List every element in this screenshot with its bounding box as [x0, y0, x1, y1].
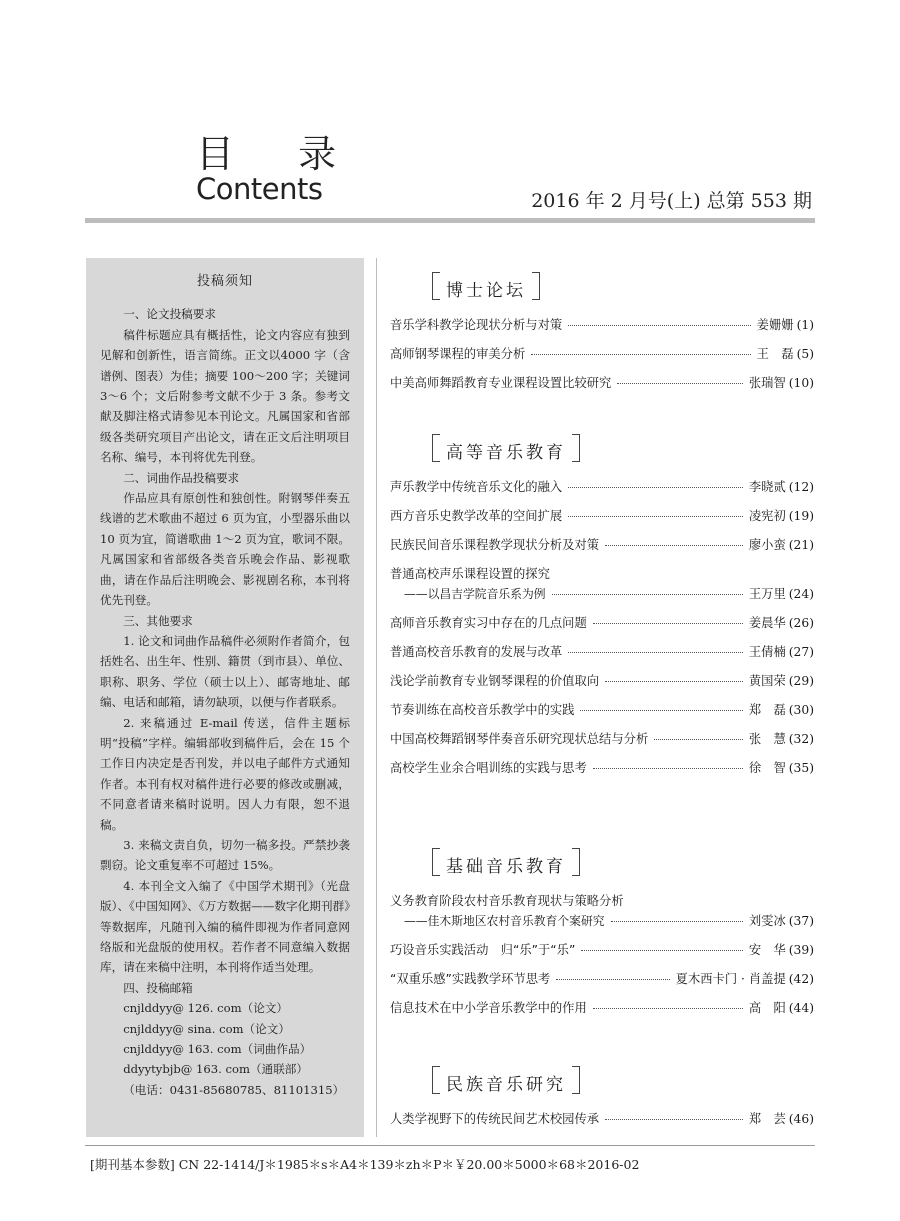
notice-mailbox: cnjlddyy@ 163. com（词曲作品）	[123, 1042, 312, 1057]
entry-title: 节奏训练在高校音乐教学中的实践	[390, 703, 575, 717]
section-heading: 民族音乐研究	[432, 1070, 580, 1095]
dot-leader	[556, 979, 669, 980]
toc-entry-title-line[interactable]	[390, 564, 814, 584]
entry-title: 信息技术在中小学音乐教学中的作用	[390, 1001, 587, 1015]
entry-author: 张瑞智	[748, 376, 786, 390]
notice-paragraph: 4. 本刊全文入编了《中国学术期刊》（光盘版）、《中国知网》、《万方数据——数字化期刊群》等数据库，凡随刊入编的稿件即视为作者同意网络版和光盘版的使用权。若作者不同意编入数据库，请在来稿中注明，本刊将作适当处理。	[100, 878, 350, 975]
entry-page: (27)	[788, 645, 814, 659]
section-heading: 高等音乐教育	[432, 438, 580, 463]
toc-entry[interactable]	[390, 613, 814, 642]
entry-subtitle: ——以昌吉学院音乐系为例	[404, 587, 546, 601]
entry-page: (26)	[788, 616, 814, 630]
toc-entry[interactable]	[390, 584, 814, 613]
toc-entry[interactable]	[390, 700, 814, 729]
toc-entry[interactable]	[390, 758, 814, 787]
dot-leader	[580, 710, 742, 711]
entry-page: (35)	[788, 761, 814, 775]
entry-author: 王 磊	[756, 347, 794, 361]
toc-entry[interactable]	[390, 477, 814, 506]
entry-page: (24)	[788, 587, 814, 601]
toc-entry[interactable]	[390, 344, 814, 373]
entry-page: (32)	[788, 732, 814, 746]
entry-title: 高师音乐教育实习中存在的几点问题	[390, 616, 587, 630]
dot-leader	[611, 921, 743, 922]
entry-title: 中美高师舞蹈教育专业课程设置比较研究	[390, 376, 612, 390]
toc-entry[interactable]	[390, 506, 814, 535]
entry-subtitle: ——佳木斯地区农村音乐教育个案研究	[404, 914, 605, 928]
dot-leader	[581, 950, 743, 951]
section-heading: 博士论坛	[432, 276, 540, 301]
entry-author: 高 阳	[748, 1001, 786, 1015]
notice-heading: 二、词曲作品投稿要求	[123, 470, 240, 485]
notice-heading: 三、其他要求	[123, 613, 193, 628]
header-rule	[85, 218, 815, 223]
entry-title: 民族民间音乐课程教学现状分析及对策	[390, 538, 600, 552]
entry-page: (5)	[796, 347, 814, 361]
entry-page: (29)	[788, 674, 814, 688]
entry-author: 刘雯冰	[748, 914, 786, 928]
entry-title: 声乐教学中传统音乐文化的融入	[390, 480, 563, 494]
section-gaodeng	[390, 438, 814, 787]
entry-title: 中国高校舞蹈钢琴伴奏音乐研究现状总结与分析	[390, 732, 649, 746]
entry-author: 凌宪初	[748, 509, 786, 523]
notice-heading: 四、投稿邮箱	[123, 980, 193, 995]
toc-entry[interactable]	[390, 373, 814, 402]
entry-title: “双重乐感”实践教学环节思考	[390, 972, 551, 986]
entry-title: 音乐学科教学论现状分析与对策	[390, 318, 563, 332]
entry-author: 廖小蛮	[748, 538, 786, 552]
notice-mailbox: cnjlddyy@ 126. com（论文）	[123, 1001, 289, 1016]
entry-page: (37)	[788, 914, 814, 928]
section-boshi	[390, 276, 814, 402]
toc-entry[interactable]	[390, 969, 814, 998]
notice-paragraph: 作品应具有原创性和独创性。附钢琴伴奏五线谱的艺术歌曲不超过 6 页为宜，小型器乐曲以 10 页为宜，简谱歌曲 1～2 页为宜，歌词不限。凡属国家和省部级各类音乐晚会作品、影视歌曲，请在作品后注明晚会、影视剧名称，本刊将优先刊登。	[100, 491, 350, 608]
dot-leader	[568, 487, 743, 488]
entry-title: 浅论学前教育专业钢琴课程的价值取向	[390, 674, 600, 688]
entry-author: 徐 智	[748, 761, 786, 775]
entry-page: (39)	[788, 943, 814, 957]
toc-list	[390, 477, 814, 787]
dot-leader	[593, 623, 743, 624]
entry-title: 高师钢琴课程的审美分析	[390, 347, 526, 361]
entry-page: (1)	[796, 318, 814, 332]
notice-paragraph: 3. 来稿文责自负，切勿一稿多投。严禁抄袭剽窃。论文重复率不可超过 15%。	[100, 837, 350, 873]
entry-page: (12)	[788, 480, 814, 494]
notice-mailbox: cnjlddyy@ sina. com（论文）	[123, 1021, 290, 1036]
toc-entry-title-line[interactable]	[390, 891, 814, 911]
dot-leader	[593, 768, 743, 769]
entry-title: 人类学视野下的传统民间艺术校园传承	[390, 1112, 600, 1126]
entry-author: 安 华	[748, 943, 786, 957]
toc-list	[390, 891, 814, 1027]
journal-parameters: [期刊基本参数] CN 22-1414/J＊1985＊s＊A4＊139＊zh＊P＊￥20.00＊5000＊68＊2016-02	[90, 1157, 640, 1172]
entry-page: (42)	[788, 972, 814, 986]
entry-author: 郑 磊	[748, 703, 786, 717]
issue-label: 2016 年 2 月号(上) 总第 553 期	[531, 190, 812, 212]
notice-paragraph: 2. 来稿通过 E-mail 传送，信件主题标明“投稿”字样。编辑部收到稿件后，会在 15 个工作日内决定是否刊发，并以电子邮件方式通知作者。本刊有权对稿件进行必要的修改或删减，不同意者请来稿时说明。因人力有限，恕不退稿。	[100, 715, 350, 832]
toc-entry[interactable]	[390, 642, 814, 671]
dot-leader	[531, 354, 750, 355]
notice-mailbox: （电话：0431-85680785、81101315）	[123, 1082, 345, 1097]
entry-author: 李晓贰	[748, 480, 786, 494]
section-jichu	[390, 852, 814, 1027]
entry-page: (30)	[788, 703, 814, 717]
section-heading: 基础音乐教育	[432, 852, 580, 877]
entry-page: (10)	[788, 376, 814, 390]
entry-title: 高校学生业余合唱训练的实践与思考	[390, 761, 587, 775]
toc-entry[interactable]	[390, 671, 814, 700]
entry-author: 姜晨华	[748, 616, 786, 630]
entry-author: 张 慧	[748, 732, 786, 746]
entry-author: 夏木西卡门 · 肖盖提	[675, 972, 786, 986]
dot-leader	[605, 1119, 743, 1120]
notice-body	[100, 304, 350, 1100]
dot-leader	[605, 545, 743, 546]
entry-title: 巧设音乐实践活动 归“乐”于“乐”	[390, 943, 576, 957]
submission-notice-box	[86, 258, 364, 1137]
page-title-cn: 目 录	[196, 132, 363, 176]
page-title-en: Contents	[196, 172, 323, 206]
entry-title: 西方音乐史教学改革的空间扩展	[390, 509, 563, 523]
notice-paragraph: 1. 论文和词曲作品稿件必须附作者简介，包括姓名、出生年、性别、籍贯（到市县）、单位、职称、职务、学位（硕士以上）、邮寄地址、邮编、电话和邮箱，请勿缺项，以便与作者联系。	[100, 633, 350, 710]
entry-author: 郑 芸	[748, 1112, 786, 1126]
dot-leader	[617, 383, 742, 384]
toc-list	[390, 315, 814, 402]
notice-heading: 一、论文投稿要求	[123, 307, 216, 322]
entry-title: 普通高校声乐课程设置的探究	[390, 567, 550, 581]
entry-author: 王倩楠	[748, 645, 786, 659]
entry-author: 王万里	[748, 587, 786, 601]
dot-leader	[568, 325, 751, 326]
entry-author: 姜姗姗	[756, 318, 794, 332]
notice-title: 投稿须知	[196, 274, 253, 289]
notice-paragraph: 稿件标题应具有概括性，论文内容应有独到见解和创新性，语言简练。正文以4000 字（含谱例、图表）为佳；摘要 100～200 字；关键词 3～6 个；文后附参考文献不少于 3 条。参考文献及脚注格式请参见本刊论文。凡属国家和省部级各类研究项目产出论文，请在正文后注明项目名称、编号，本刊将优先刊登。	[100, 327, 350, 465]
notice-mailbox: ddyytybjb@ 163. com（通联部）	[123, 1062, 308, 1077]
dot-leader	[568, 516, 743, 517]
toc-entry[interactable]	[390, 535, 814, 564]
entry-author: 黄国荣	[748, 674, 786, 688]
section-minzu	[390, 1070, 814, 1138]
toc-entry[interactable]	[390, 911, 814, 940]
toc-entry[interactable]	[390, 998, 814, 1027]
entry-page: (21)	[788, 538, 814, 552]
toc-entry[interactable]	[390, 1109, 814, 1138]
dot-leader	[605, 681, 743, 682]
toc-list	[390, 1109, 814, 1138]
column-divider	[376, 258, 377, 1137]
dot-leader	[654, 739, 743, 740]
entry-page: (19)	[788, 509, 814, 523]
toc-entry[interactable]	[390, 729, 814, 758]
dot-leader	[552, 594, 743, 595]
footer-rule	[85, 1145, 815, 1146]
entry-title: 普通高校音乐教育的发展与改革	[390, 645, 563, 659]
entry-page: (46)	[788, 1112, 814, 1126]
toc-entry[interactable]	[390, 940, 814, 969]
dot-leader	[568, 652, 743, 653]
entry-title: 义务教育阶段农村音乐教育现状与策略分析	[390, 894, 624, 908]
toc-entry[interactable]	[390, 315, 814, 344]
entry-page: (44)	[788, 1001, 814, 1015]
dot-leader	[593, 1008, 743, 1009]
